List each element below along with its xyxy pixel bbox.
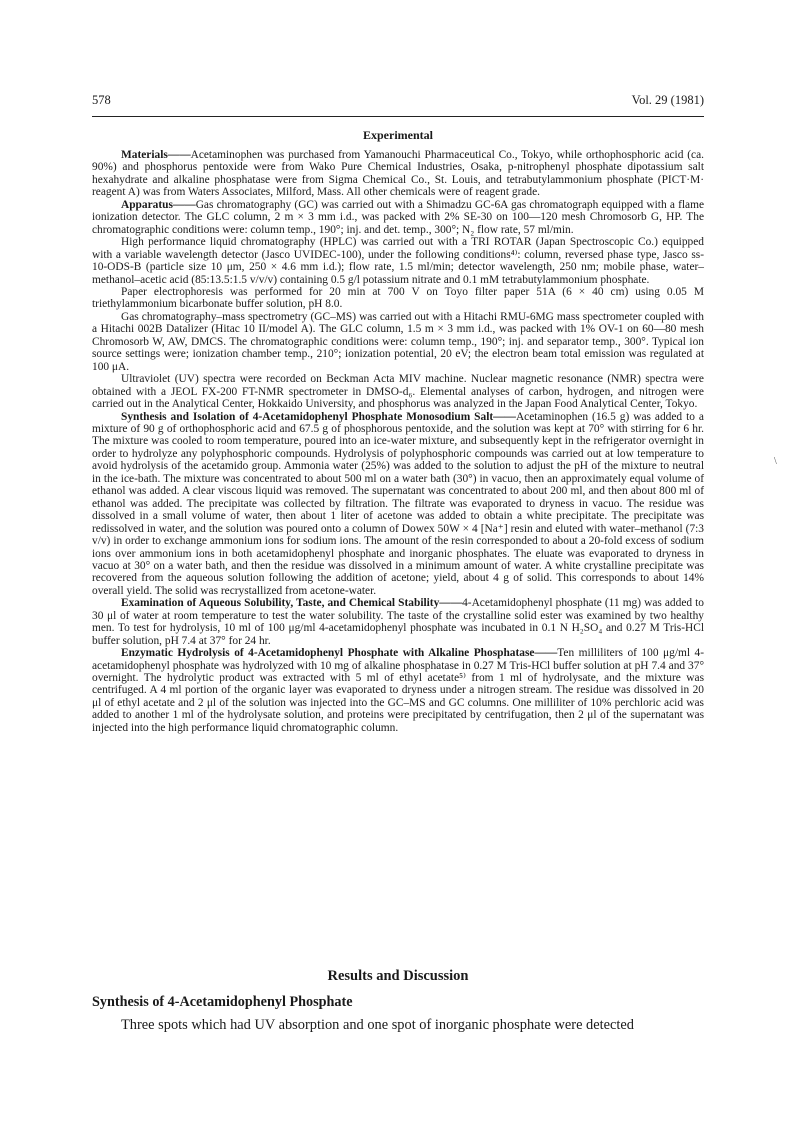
paragraph bbox=[92, 149, 704, 199]
paragraph bbox=[92, 286, 704, 311]
paragraph-text: High performance liquid chromatography (HPLC) was carried out with a TRI ROTAR (Japan Spectroscopic Co.) equipped with a variable wavelength detector (Jasco UVIDEC-100), under the following conditions⁴⁾: column, reversed phase type, Jasco ss-10-ODS-B (particle size 10 μm, 250 × 4.6 mm i.d.); flow rate, 1.5 ml/min; detector wavelength, 250 nm; mobile phase, water–methanol–acetic acid (85:13.5:1.5 v/v/v) containing 0.5 g/l potassium nitrate and 0.1 mM tetrabutylammonium phosphate. bbox=[92, 236, 704, 286]
paragraph bbox=[92, 411, 704, 598]
paragraph bbox=[92, 311, 704, 373]
volume-label: Vol. 29 (1981) bbox=[631, 93, 704, 107]
running-header bbox=[92, 93, 704, 109]
paragraph-text: Ultraviolet (UV) spectra were recorded on Beckman Acta MIV machine. Nuclear magnetic resonance (NMR) spectra were obtained with a JEOL FX-200 FT-NMR spectrometer in DMSO-d₆. Elemental analyses of carbon, hydrogen, and nitrogen were carried out in the Analytical Center, Hokkaido University, and phosphorus was analyzed in the Japan Food Analytical Center, Tokyo. bbox=[92, 373, 704, 411]
header-rule bbox=[92, 116, 704, 117]
paragraph bbox=[92, 199, 704, 236]
paragraph bbox=[92, 647, 704, 734]
paragraph-text: Ten milliliters of 100 μg/ml 4-acetamidophenyl phosphate was hydrolyzed with 10 mg of alkaline phosphatase in 0.27 M Tris-HCl buffer solution at pH 7.4 and 37° overnight. The hydrolytic product was extracted with 5 ml of ethyl acetate⁵⁾ from 1 ml of hydrolysate, and the mixture was centrifuged. A 4 ml portion of the organic layer was evaporated to dryness under a nitrogen stream. The residue was dissolved in 20 μl of ethyl acetate and 2 μl of the solution was injected into the GC–MS and GC columns. One milliliter of 10% perchloric acid was added to another 1 ml of the hydrolysate solution, and proteins were precipitated by centrifugation, then 2 μl of the supernatant was injected into the high performance liquid chromatographic column. bbox=[92, 647, 704, 734]
margin-mark: \ bbox=[774, 456, 777, 467]
results-title: Results and Discussion bbox=[327, 968, 469, 984]
results-first-line: Three spots which had UV absorption and one spot of inorganic phosphate were detected bbox=[121, 1017, 634, 1033]
paragraph-text: Gas chromatography (GC) was carried out with a Shimadzu GC-6A gas chromatograph equipped with a flame ionization detector. The GLC column, 2 m × 3 mm i.d., was packed with 2% SE-30 on 100—120 mesh Chromosorb G, HP. The chromatographic conditions were: column temp., 190°; inj. and det. temp., 300°; N₂ flow rate, 57 ml/min. bbox=[92, 198, 704, 236]
paragraph-heading: Apparatus—— bbox=[121, 198, 196, 211]
paragraph-text: Paper electrophoresis was performed for 20 min at 700 V on Toyo filter paper 51A (6 × 40 cm) using 0.05 M triethylammonium bicarbonate buffer solution, pH 8.0. bbox=[92, 285, 704, 311]
paragraph bbox=[92, 597, 704, 647]
paragraph-heading: Examination of Aqueous Solubility, Taste, and Chemical Stability—— bbox=[121, 597, 463, 610]
paragraph-heading: Enzymatic Hydrolysis of 4-Acetamidophenyl Phosphate with Alkaline Phosphatase—— bbox=[121, 647, 558, 660]
paragraph bbox=[92, 373, 704, 410]
paragraph-text: Gas chromatography–mass spectrometry (GC–MS) was carried out with a Hitachi RMU-6MG mass spectrometer coupled with a Hitachi 002B Datalizer (Hitac 10 II/model A). The GLC column, 1.5 m × 3 mm i.d., was packed with 1% OV-1 on 60—80 mesh Chromosorb W, AW, DMCS. The chromatographic conditions were: column temp., 190°; inj. and separator temp., 300°. Typical ion source settings were; ionization chamber temp., 210°; ionization potential, 20 eV; the electron beam total emission was regulated at 100 μA. bbox=[92, 310, 704, 373]
paragraph-text: Acetaminophen (16.5 g) was added to a mixture of 90 g of orthophosphoric acid and 67.5 g of phosphorous pentoxide, and the solution was kept at 70° with stirring for 6 hr. The mixture was cooled to room temperature, poured into an ice-water mixture, and subsequently kept in the refrigerator overnight in order to hydrolyze any polyphosphoric compounds. Hydrolysis of polyphosphoric compounds was carried out at low temperature to avoid hydrolysis of the acetamido group. Ammonia water (25%) was added to the solution to adjust the pH of the mixture to neutral in the ice-bath. The mixture was concentrated to about 500 ml on a water bath (30°) in vacuo, then an approximately equal volume of ethanol was added. A clear viscous liquid was removed. The supernatant was concentrated to about 200 ml, and then about 800 ml of ethanol was added. The precipitate was collected by filtration. The filtrate was evaporated to dryness in vacuo. The residue was dissolved in a small volume of water, then about 1 liter of acetone was added to obtain a white precipitate. The precipitate was redissolved in water, and the solution was poured onto a column of Dowex 50W × 4 [Na⁺] resin and eluted with water–methanol (7:3 v/v) in order to exchange ammonium ions for sodium ions. The amount of the resin corresponded to about a 20-fold excess of sodium ions over ammonium ions in both acetamidophenyl phosphate and inorganic phosphates. The eluate was evaporated to dryness in vacuo at 30° on a water bath, and then the residue was dissolved in a minimum amount of water. A white crystalline precipitate was recovered from the aqueous solution following the addition of acetone; yield, about 4 g of solid. This corresponds to about 14% overall yield. The solid was recrystallized from acetone-water. bbox=[92, 410, 704, 597]
paragraph-text: 4-Acetamidophenyl phosphate (11 mg) was added to 30 μl of water at room temperature to test the water solubility. The taste of the crystalline solid ester was examined by two healthy men. To test for hydrolysis, 10 ml of 100 μg/ml 4-acetamidophenyl phosphate was incubated in 0.1 N H₂SO₄ and 0.27 M Tris-HCl buffer solution, pH 7.4 at 37° for 24 hr. bbox=[92, 597, 705, 647]
paragraph-heading: Materials—— bbox=[121, 149, 191, 161]
subsection-title: Synthesis of 4-Acetamidophenyl Phosphate bbox=[92, 994, 353, 1010]
paragraph-heading: Synthesis and Isolation of 4-Acetamidophenyl Phosphate Monosodium Salt—— bbox=[121, 410, 516, 423]
experimental-body bbox=[92, 149, 704, 734]
paragraph-text: Acetaminophen was purchased from Yamanouchi Pharmaceutical Co., Tokyo, while orthophosphoric acid (ca. 90%) and phosphorus pentoxide were from Wako Pure Chemical Industries, Osaka, p-nitrophenyl phosphate dipotassium salt hexahydrate and alkaline phosphatase were from Sigma Chemical Co., St. Louis, and tetrabutylammonium phosphate (PICT·M· reagent A) was from Waters Associates, Milford, Mass. All other chemicals were of reagent grade. bbox=[92, 149, 704, 199]
page-number: 578 bbox=[92, 93, 111, 107]
paragraph bbox=[92, 236, 704, 286]
section-title: Experimental bbox=[363, 128, 433, 142]
